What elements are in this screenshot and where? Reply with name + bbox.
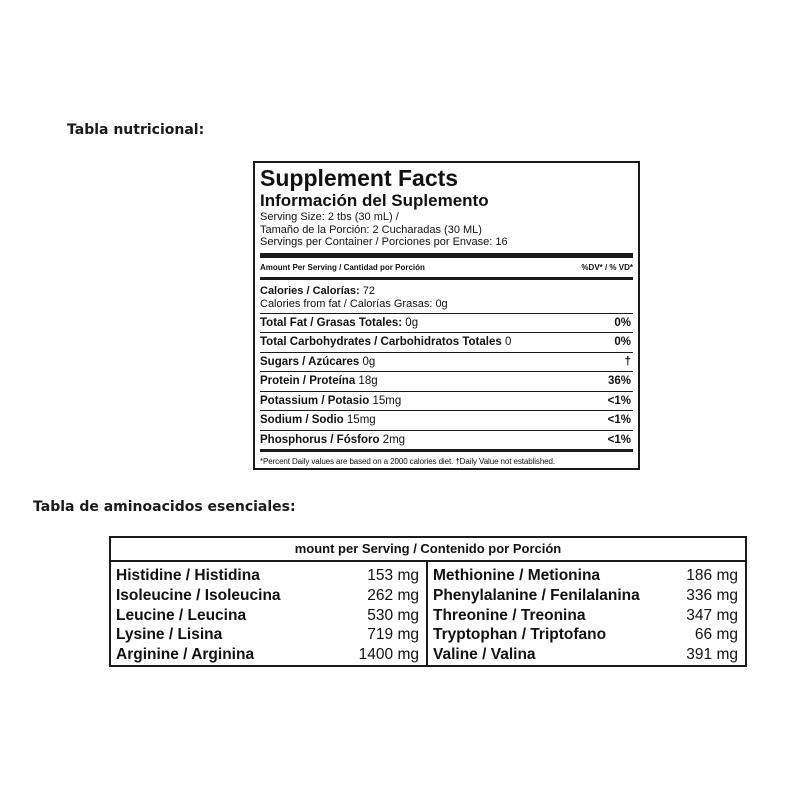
amino-column-right — [428, 562, 745, 667]
amino-table-title: Tabla de aminoacidos esenciales: — [33, 499, 296, 515]
amino-amount: 153 mg — [367, 567, 419, 584]
nutrient-name — [260, 317, 418, 329]
amino-row — [433, 645, 738, 665]
nutrient-row — [260, 371, 633, 391]
amino-column-left — [111, 562, 428, 667]
amino-name: Phenylalanine / Fenilalanina — [433, 586, 640, 604]
calories-value: 72 — [362, 284, 375, 297]
nutrient-amount: 0 — [504, 336, 512, 349]
amino-name: Histidine / Histidina — [116, 567, 260, 584]
nutrient-rows — [260, 313, 633, 450]
servings-per-container: Servings per Container / Porciones por Envase: 16 — [260, 236, 508, 248]
amount-per-serving-header — [260, 258, 633, 277]
amino-name: Arginine / Arginina — [116, 646, 255, 664]
dv-header-label: %DV* / % VD* — [581, 262, 633, 272]
nutrient-dv: <1% — [607, 414, 631, 427]
nutrient-row — [260, 332, 633, 352]
amino-amount: 719 mg — [367, 626, 419, 644]
amino-name: Isoleucine / Isoleucina — [116, 586, 281, 604]
amino-amount: 262 mg — [367, 586, 419, 604]
facts-title: Supplement Facts — [260, 165, 459, 191]
amino-row — [116, 625, 419, 645]
serving-size: Serving Size: 2 tbs (30 mL) / — [260, 211, 399, 223]
nutrient-dv: 0% — [614, 336, 631, 349]
amino-row — [433, 566, 738, 586]
nutrient-label: Potassium / Potasio — [260, 394, 370, 407]
amino-row — [433, 625, 738, 645]
calories-label: Calories / Calorías: — [260, 284, 360, 297]
nutrient-row — [260, 391, 633, 411]
amino-row — [433, 586, 738, 606]
nutrient-amount: 15mg — [372, 394, 402, 407]
nutrient-label: Total Fat / Grasas Totales: — [260, 316, 403, 329]
nutrient-dv: 36% — [607, 375, 631, 388]
amino-name: Threonine / Treonina — [433, 606, 586, 624]
calories-line — [260, 285, 633, 298]
nutrient-amount: 15mg — [346, 414, 376, 427]
nutrient-name — [260, 356, 375, 368]
amino-amount: 391 mg — [686, 646, 738, 664]
amino-row — [433, 606, 738, 626]
amino-table-header: mount per Serving / Contenido por Porción — [111, 538, 745, 562]
nutrient-row — [260, 313, 633, 333]
amino-name: Leucine / Leucina — [116, 606, 247, 624]
nutrient-label: Total Carbohydrates / Carbohidratos Totales — [260, 336, 502, 349]
footnote: *Percent Daily values are based on a 2000 calories diet. †Daily Value not established. — [260, 457, 555, 466]
nutrient-label: Protein / Proteína — [260, 375, 356, 388]
supplement-facts-panel — [253, 161, 640, 470]
nutrient-name — [260, 395, 401, 407]
amino-row — [116, 645, 419, 665]
serving-size-es: Tamaño de la Porción: 2 Cucharadas (30 ML) — [260, 223, 482, 236]
nutrient-amount: 2mg — [382, 433, 406, 446]
nutrient-row — [260, 410, 633, 430]
nutrient-name — [260, 336, 511, 348]
nutrient-amount: 0g — [362, 355, 376, 368]
amino-name: Lysine / Lisina — [116, 626, 223, 644]
nutrient-amount: 18g — [358, 375, 378, 388]
amino-amount: 336 mg — [686, 586, 738, 604]
nutrient-label: Phosphorus / Fósforo — [260, 433, 380, 446]
amino-amount: 1400 mg — [358, 646, 419, 664]
nutrient-label: Sodium / Sodio — [260, 414, 344, 427]
nutrient-dv: † — [624, 355, 631, 368]
nutrition-table-title: Tabla nutricional: — [67, 122, 205, 138]
nutrient-dv: <1% — [607, 394, 631, 407]
amino-row — [116, 566, 419, 586]
nutrient-amount: 0g — [405, 316, 419, 329]
amino-row — [116, 586, 419, 606]
nutrient-name — [260, 414, 376, 426]
amino-row — [116, 606, 419, 626]
nutrient-row — [260, 430, 633, 450]
nutrient-name — [260, 375, 378, 387]
facts-subtitle: Información del Suplemento — [260, 191, 489, 210]
amino-acid-table — [109, 536, 747, 667]
nutrient-row — [260, 352, 633, 372]
nutrient-name — [260, 434, 405, 446]
calories-block — [260, 280, 633, 313]
amino-name: Tryptophan / Triptofano — [433, 626, 607, 644]
amino-amount: 347 mg — [686, 606, 738, 624]
amino-name: Methionine / Metionina — [433, 567, 601, 584]
calories-from-fat: Calories from fat / Calorías Grasas: 0g — [260, 297, 448, 310]
nutrient-dv: 0% — [614, 316, 631, 329]
amino-amount: 66 mg — [694, 626, 738, 644]
amino-amount: 186 mg — [686, 567, 738, 584]
amino-name: Valine / Valina — [433, 646, 536, 664]
amount-header-label: Amount Per Serving / Cantidad por Porción — [260, 262, 425, 272]
nutrient-label: Sugars / Azúcares — [260, 355, 360, 368]
amino-amount: 530 mg — [367, 606, 419, 624]
nutrient-dv: <1% — [607, 433, 631, 446]
